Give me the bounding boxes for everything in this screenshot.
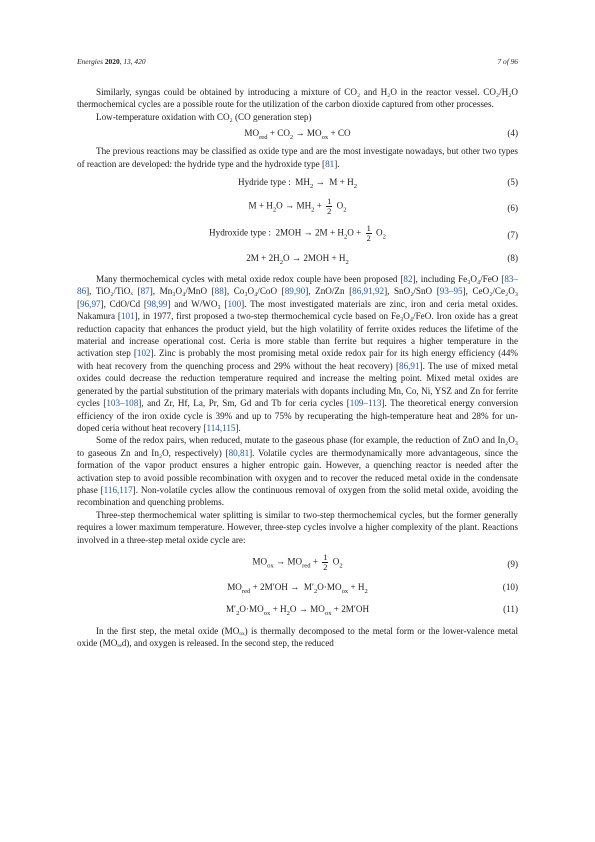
text: ], including Fe₃O₄/FeO [ bbox=[412, 274, 505, 285]
text: ] and W/WO₃ [ bbox=[167, 298, 228, 309]
volume-pages: , 13, 420 bbox=[119, 57, 146, 66]
equation-6-body: $M + H_2O \to MH_2$ + $\frac{1}{2}$ $O_2$ bbox=[248, 197, 347, 217]
journal-name: Energies bbox=[77, 57, 103, 66]
text: ], ZnO/Zn [ bbox=[305, 286, 353, 297]
citation-link[interactable]: 82 bbox=[403, 274, 413, 285]
paragraph-reaction-types bbox=[77, 145, 518, 170]
text: ], and Zr, Hf, La, Pr, Sm, Gd and Tb for ceria cycles [ bbox=[138, 398, 350, 409]
text: ]. The theoretical energy conversion efficiency of the iron oxide cycle is 39% and up to 75% by recuperating the high-temperature heat and 28% for un-doped ceria without heat recovery [ bbox=[77, 398, 519, 433]
citation-link[interactable]: 80,81 bbox=[228, 447, 250, 458]
equation-10-body: $MO_{red} + 2M'OH \to M'_2O\cdot MO_{ox} + H_2$ bbox=[227, 581, 368, 595]
citation-link[interactable]: 114,115 bbox=[206, 422, 236, 433]
citation-link[interactable]: 101 bbox=[120, 311, 135, 322]
running-header bbox=[77, 57, 146, 66]
equation-11-body: $M'_2O\cdot MO_{ox} + H_2O \to MO_{ox} + 2M'OH$ bbox=[225, 603, 370, 617]
equation-5-number: (5) bbox=[507, 177, 518, 188]
citation-link[interactable]: 98,99 bbox=[146, 298, 168, 309]
equation-5-body: Hydride type : $MH_2 \to M + H_2$ bbox=[238, 177, 357, 190]
fraction-half: $\frac{1}{2}$ bbox=[323, 552, 328, 572]
paragraph-syngas: Similarly, syngas could be obtained by introducing a mixture of CO₂ and H₂O in the reactor vessel. CO₂/H₂O thermochemical cycles are a possible route for the utilization of the carbon dioxide captured from other processes. bbox=[77, 87, 518, 110]
text: ]. Zinc is probably the most promising metal oxide redox pair for its high energy efficiency (44% with heat recovery from the quenching process and 29% without the heat recovery) [ bbox=[77, 348, 518, 371]
equation-6 bbox=[77, 194, 518, 221]
equation-5 bbox=[77, 170, 518, 194]
citation-link[interactable]: 116,117 bbox=[103, 484, 133, 495]
equation-7-number: (7) bbox=[507, 230, 518, 241]
text: The previous reactions may be classified as oxide type and are the most investigate nowadays, but other two types of reaction are developed: the hydride type and the hydroxide type [ bbox=[77, 146, 518, 169]
paragraph-first-step: In the first step, the metal oxide (MOₒₓ) is thermally decomposed to the metal form or the lower-valence metal oxide (MOᵣₑd), and oxygen is released. In the second step, the reduced bbox=[77, 625, 518, 649]
equation-6-number: (6) bbox=[507, 203, 518, 214]
citation-link[interactable]: 81 bbox=[325, 158, 335, 169]
page-body bbox=[77, 86, 518, 650]
equation-8 bbox=[77, 248, 518, 270]
equation-10 bbox=[77, 577, 518, 599]
text: ]. Volatile cycles are thermodynamically more advantageous, since the formation of the vapor product ensures a higher entropic gain. However, a quenching reactor is needed after the activation step to avoid possible recombination with oxygen and to recover the reduced metal oxide in the condensate phase [ bbox=[77, 447, 518, 495]
citation-link[interactable]: 88 bbox=[214, 286, 224, 297]
equation-4-number: (4) bbox=[507, 128, 518, 139]
paragraph-metal-oxides bbox=[77, 273, 518, 434]
paragraph-low-temp: Low-temperature oxidation with CO₂ (CO generation step) bbox=[96, 111, 312, 122]
equation-7-body: Hydroxide type : $2MOH \to 2M + H_2O$ + $\frac{1}{2}$ $O_2$ bbox=[209, 224, 386, 244]
citation-link[interactable]: 100 bbox=[227, 298, 242, 309]
text: ], TiO₂/TiOₓ [ bbox=[86, 286, 141, 297]
equation-11 bbox=[77, 599, 518, 621]
text: ], in 1977, first proposed a two-step thermochemical cycle based on Fe₃O₄/FeO. Iron oxide has a great reduction capacity that enhances the product yield, but the high volatility of ferrite oxides reduces the lifetime of the material and increase operational cost. Ceria is more stable than ferrite but requires a higher temperature in the activation step [ bbox=[77, 311, 518, 359]
text: ]. bbox=[235, 422, 241, 433]
equation-8-body: $2M + 2H_2O \to 2MOH + H_2$ bbox=[246, 253, 349, 266]
equation-9 bbox=[77, 550, 518, 577]
text: ]. The most investigated materials are zinc, iron and ceria metal oxides. Nakamura [ bbox=[77, 298, 519, 322]
fraction-half: $\frac{1}{2}$ bbox=[366, 224, 371, 244]
text: ], Co₃O₄/CoO [ bbox=[223, 286, 285, 297]
page-number: 7 of 96 bbox=[497, 57, 518, 66]
citation-link[interactable]: 86,91,92 bbox=[352, 286, 385, 297]
citation-link[interactable]: 109–113 bbox=[349, 398, 382, 409]
paragraph-redox-pairs bbox=[77, 434, 518, 508]
text: ], CdO/Cd [ bbox=[100, 298, 147, 309]
equation-11-number: (11) bbox=[503, 603, 518, 614]
equation-10-number: (10) bbox=[502, 581, 518, 592]
fraction-half: $\frac{1}{2}$ bbox=[327, 197, 332, 217]
citation-link[interactable]: 89,90 bbox=[284, 286, 306, 297]
equation-9-body: $MO_{ox} \to MO_{red}$ + $\frac{1}{2}$ $O_2$ bbox=[252, 552, 343, 572]
citation-link[interactable]: 96,97 bbox=[80, 298, 101, 309]
equation-8-number: (8) bbox=[507, 253, 518, 264]
equation-9-number: (9) bbox=[507, 558, 518, 569]
citation-link[interactable]: 102 bbox=[136, 348, 151, 359]
text: ], Mn₃O₄/MnO [ bbox=[149, 286, 215, 297]
text: ]. bbox=[334, 158, 340, 169]
text: ]. Non-volatile cycles allow the continuous removal of oxygen from the solid metal oxide, avoiding the recombination and quenching problems. bbox=[77, 484, 518, 508]
text: ], SnO₂/SnO [ bbox=[384, 286, 440, 297]
text: Many thermochemical cycles with metal oxide redox couple have been proposed [ bbox=[96, 274, 404, 285]
citation-link[interactable]: 86,91 bbox=[399, 360, 420, 371]
paragraph-three-step: Three-step thermochemical water splitting is similar to two-step thermochemical cycles, but the former generally requires a lower maximum temperature. However, three-step cycles involve a higher complexity of the plant. Reactions involved in a three-step metal oxide cycle are: bbox=[77, 509, 518, 545]
equation-7 bbox=[77, 221, 518, 248]
equation-4 bbox=[77, 123, 518, 145]
citation-link[interactable]: 93–95 bbox=[439, 286, 463, 297]
citation-link[interactable]: 103–108 bbox=[106, 398, 139, 409]
text: ]. The use of mixed metal oxides could decrease the reduction temperature required and increase the melting point. Mixed metal oxides are generated by the partial substitution of the primary materials with dopants including Mn, Co, Ni, YSZ and Zn for ferrite cycles [ bbox=[77, 360, 518, 409]
citation-link[interactable]: 83–86 bbox=[77, 274, 519, 297]
equation-4-body: $MO_{red} + CO_2 \to MO_{ox}$ + CO bbox=[244, 128, 351, 142]
text: ], CeO₂/Ce₂O₃ [ bbox=[77, 286, 519, 309]
citation-link[interactable]: 87 bbox=[140, 286, 150, 297]
journal-year: 2020 bbox=[104, 57, 120, 66]
text: Some of the redox pairs, when reduced, mutate to the gaseous phase (for example, the reduction of ZnO and In₂O₃ to gaseous Zn and In₂O, respectively) [ bbox=[77, 435, 518, 458]
